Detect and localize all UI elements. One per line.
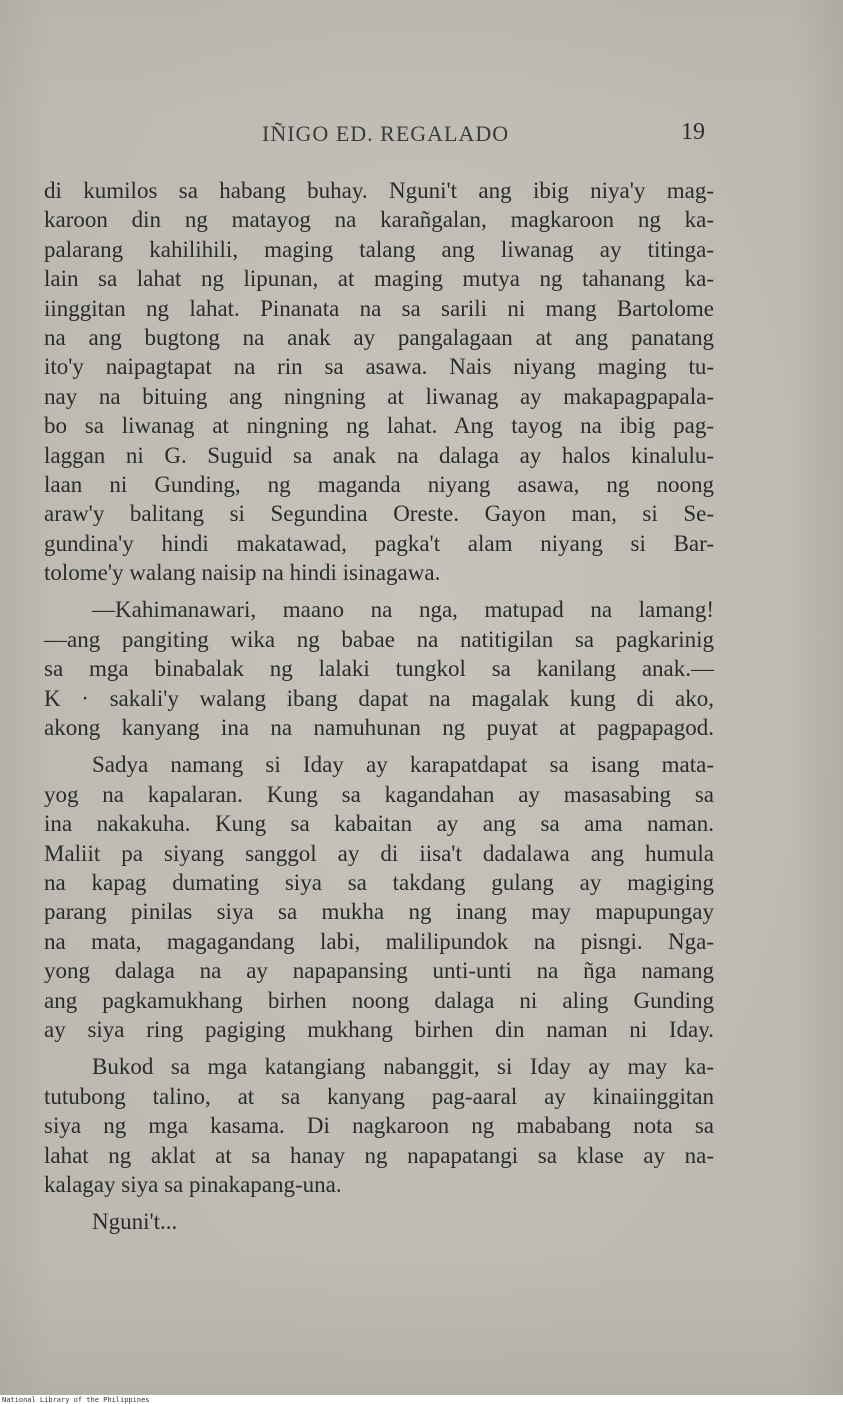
page-number: 19 (681, 119, 705, 145)
text-line: laggan ni G. Suguid sa anak na dalaga ay halos kinalulu- (44, 442, 714, 468)
text-line: ay siya ring pagiging mukhang birhen din naman ni Iday. (44, 1016, 714, 1042)
text-line: yog na kapalaran. Kung sa kagandahan ay masasabing sa (44, 781, 714, 807)
text-line: —ang pangiting wika ng babae na natitigilan sa pagkarinig (44, 626, 714, 652)
text-line: sa mga binabalak ng lalaki tungkol sa kanilang anak.— (44, 656, 714, 682)
text-line: kalagay siya sa pinakapang-una. (44, 1171, 342, 1197)
text-line: ito'y naipagtapat na rin sa asawa. Nais niyang maging tu- (44, 354, 714, 380)
text-line: lahat ng aklat at sa hanay ng napapatangi sa klase ay na- (44, 1142, 714, 1168)
paragraph-5 (44, 1207, 714, 1236)
text-line: akong kanyang ina na namuhunan ng puyat at pagpapagod. (44, 715, 714, 741)
text-line: araw'y balitang si Segundina Oreste. Gayon man, si Se- (44, 501, 714, 527)
text-line: parang pinilas siya sa mukha ng inang may mapupungay (44, 899, 714, 925)
paragraph-gap (44, 742, 714, 750)
text-line: Maliit pa siyang sanggol ay di iisa't dadalawa ang humula (44, 840, 714, 866)
text-line: bo sa liwanag at ningning ng lahat. Ang tayog na ibig pag- (44, 413, 714, 439)
paragraph-2 (44, 595, 714, 742)
paragraph-gap (44, 587, 714, 595)
paragraph-gap (44, 1199, 714, 1207)
paragraph-4 (44, 1052, 714, 1199)
text-line: siya ng mga kasama. Di nagkaroon ng mababang nota sa (44, 1113, 714, 1139)
text-line: gundina'y hindi makatawad, pagka't alam niyang si Bar- (44, 530, 714, 556)
text-line: Sadya namang si Iday ay karapatdapat sa isang mata- (92, 752, 714, 778)
text-line: Bukod sa mga katangiang nabanggit, si Iday ay may ka- (92, 1054, 714, 1080)
text-line: lain sa lahat ng lipunan, at maging mutya ng tahanang ka- (44, 266, 714, 292)
text-line: palarang kahilihili, maging talang ang liwanag ay titinga- (44, 236, 714, 262)
text-line: ang pagkamukhang birhen noong dalaga ni aling Gunding (44, 987, 714, 1013)
text-line: ina nakakuha. Kung sa kabaitan ay ang sa ama naman. (44, 811, 714, 837)
text-line: K · sakali'y walang ibang dapat na magalak kung di ako, (44, 685, 714, 711)
text-line: iinggitan ng lahat. Pinanata na sa sarili ni mang Bartolome (44, 295, 714, 321)
running-head-author: IÑIGO ED. REGALADO (262, 121, 510, 146)
text-line: —Kahimanawari, maano na nga, matupad na lamang! (92, 597, 714, 623)
text-line: nay na bituing ang ningning at liwanag ay makapagpapala- (44, 383, 714, 409)
paragraph-gap (44, 1044, 714, 1052)
text-line: di kumilos sa habang buhay. Nguni't ang ibig niya'y mag- (44, 178, 714, 203)
body-text (44, 176, 714, 1237)
text-line: na mata, magagandang labi, malilipundok na pisngi. Nga- (44, 928, 714, 954)
text-line: na ang bugtong na anak ay pangalagaan at ang panatang (44, 324, 714, 350)
library-credit: National Library of the Philippines (2, 1396, 150, 1404)
text-line: tolome'y walang naisip na hindi isinagawa. (44, 560, 441, 586)
text-line: Nguni't... (92, 1209, 178, 1235)
text-line: na kapag dumating siya sa takdang gulang ay magiging (44, 869, 714, 895)
page-header (0, 117, 843, 153)
text-line: tutubong talino, at sa kanyang pag-aaral ay kinaiinggitan (44, 1083, 714, 1109)
text-line: laan ni Gunding, ng maganda niyang asawa, ng noong (44, 471, 714, 497)
text-line: karoon din ng matayog na karañgalan, magkaroon ng ka- (44, 207, 714, 233)
paragraph-1 (44, 176, 714, 587)
text-line: yong dalaga na ay napapansing unti-unti na ñga namang (44, 958, 714, 984)
paragraph-3 (44, 750, 714, 1044)
